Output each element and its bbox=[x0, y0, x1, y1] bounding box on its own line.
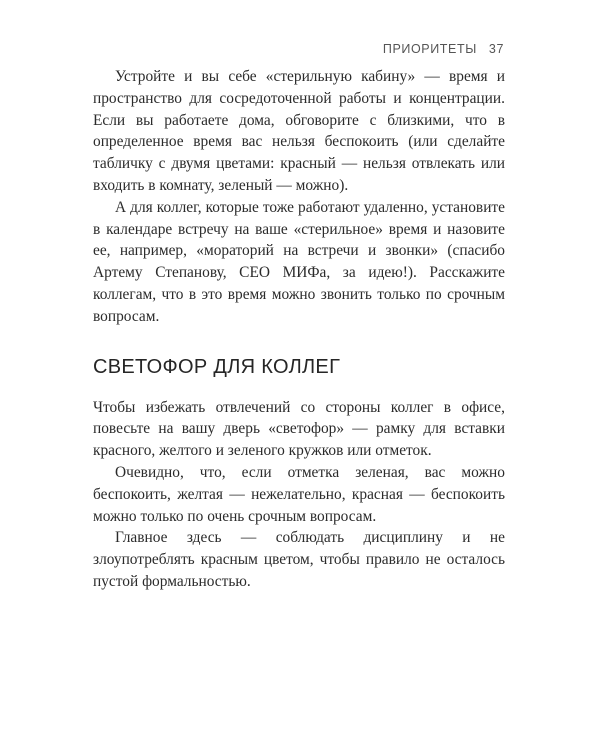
page-body bbox=[93, 66, 505, 593]
running-head-title: ПРИОРИТЕТЫ bbox=[382, 42, 477, 56]
body-paragraph: Устройте и вы себе «стерильную кабину» — время и пространство для сосредоточенной работы и концентрации. Если вы работаете дома, обговорите с близкими, что в определенное время вас нельзя беспокоить (или сделайте табличку с двумя цветами: красный — нельзя отвлекать или входить в комнату, зеленый — можно). bbox=[93, 68, 505, 194]
body-paragraph: Главное здесь — соблюдать дисциплину и не злоупотреблять красным цветом, чтобы правило не осталось пустой формальностью. bbox=[93, 529, 505, 590]
running-head bbox=[383, 42, 504, 56]
body-paragraph: Очевидно, что, если отметка зеленая, вас можно беспокоить, желтая — нежелательно, красная — беспокоить можно только по очень срочным вопросам. bbox=[93, 463, 505, 525]
section-heading: СВЕТОФОР ДЛЯ КОЛЛЕГ bbox=[93, 355, 341, 378]
body-paragraph: А для коллег, которые тоже работают удаленно, установите в календаре встречу на ваше «стерильное» время и назовите ее, например, «мораторий на встречи и звонки» (спасибо Артему Степанову, СЕО МИФа, за идею!). Расскажите коллегам, что в это время можно звонить только по срочным вопросам. bbox=[93, 198, 505, 325]
body-paragraph: Чтобы избежать отвлечений со стороны коллег в офисе, повесьте на вашу дверь «светофор» — рамку для вставки красного, желтого и зеленого кружков или отметок. bbox=[93, 398, 505, 460]
page-number: 37 bbox=[488, 42, 504, 56]
